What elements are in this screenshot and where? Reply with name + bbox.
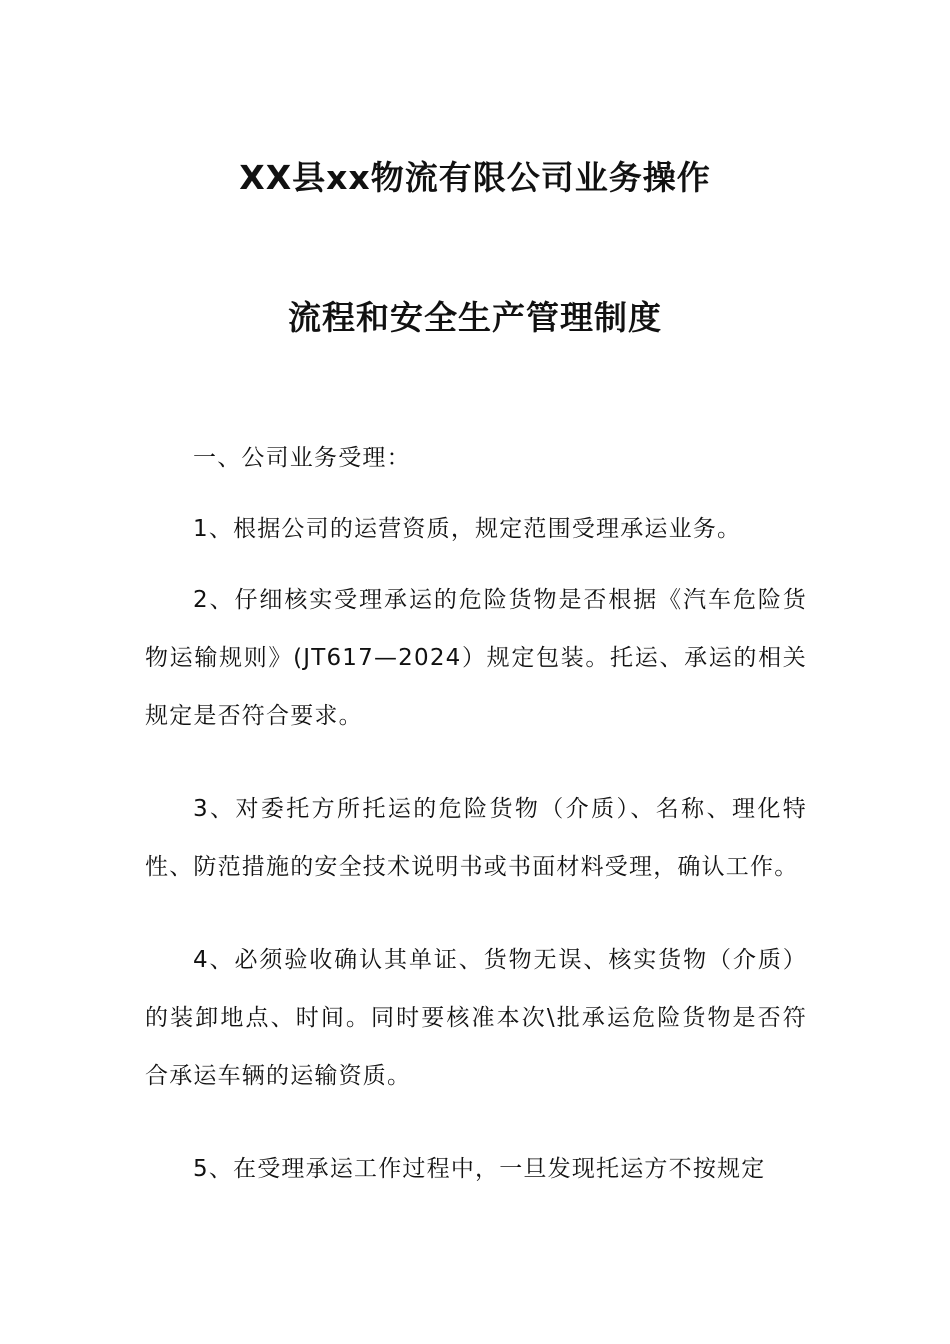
document-title-line-2: 流程和安全生产管理制度 [288,298,662,337]
document-title-line-1: XX县xx物流有限公司业务操作 [239,158,711,197]
paragraph-5: 5、在受理承运工作过程中，一旦发现托运方不按规定 [193,1156,766,1182]
section-heading: 一、公司业务受理： [193,445,411,471]
paragraph-2: 2、仔细核实受理承运的危险货物是否根据《汽车危险货物运输规则》(JT617—2024）规定包装。托运、承运的相关规定是否符合要求。 [145,587,807,729]
document-body [145,429,807,1233]
paragraph-4: 4、必须验收确认其单证、货物无误、核实货物（介质）的装卸地点、时间。同时要核准本次\批承运危险货物是否符合承运车辆的运输资质。 [145,947,807,1089]
paragraph-3: 3、对委托方所托运的危险货物（介质）、名称、理化特性、防范措施的安全技术说明书或书面材料受理，确认工作。 [145,796,807,880]
paragraph-1: 1、根据公司的运营资质，规定范围受理承运业务。 [193,516,742,542]
